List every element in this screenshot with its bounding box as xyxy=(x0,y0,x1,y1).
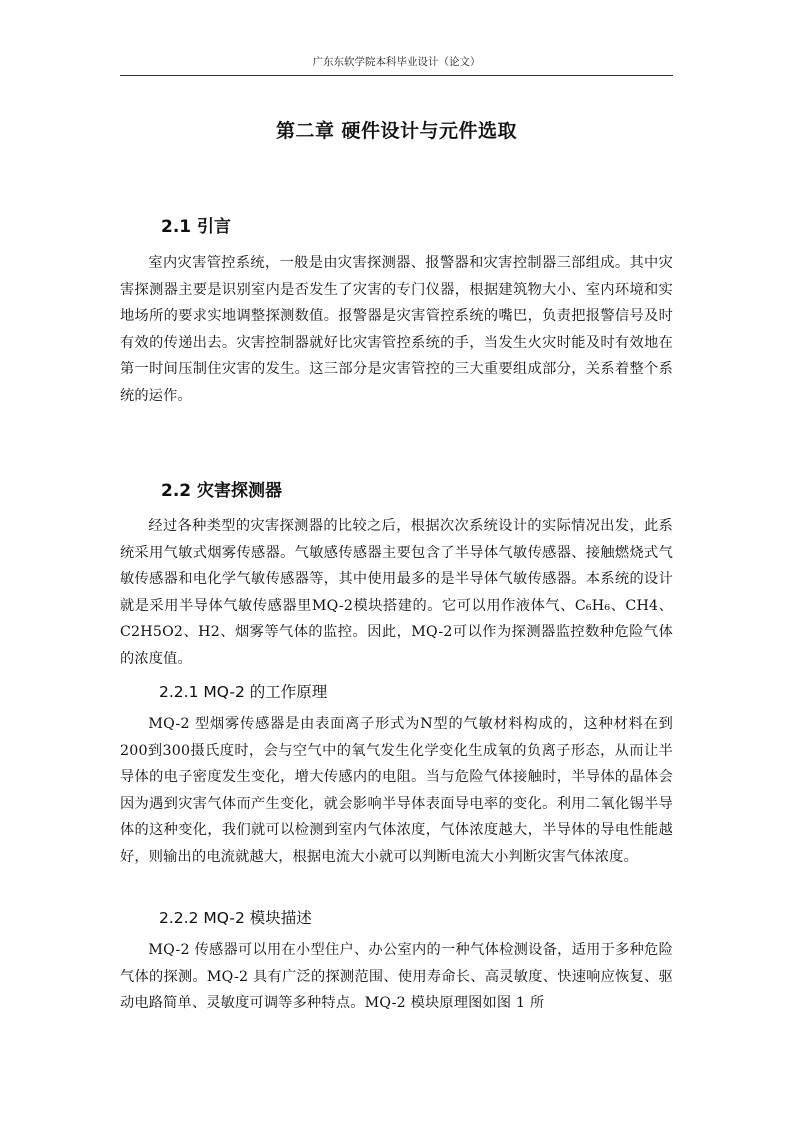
section-heading-2-1: 2.1 引言 xyxy=(161,217,232,237)
section-heading-2-2-1: 2.2.1 MQ-2 的工作原理 xyxy=(159,683,328,701)
section-heading-2-2: 2.2 灾害探测器 xyxy=(161,481,283,501)
section-heading-2-2-2: 2.2.2 MQ-2 模块描述 xyxy=(159,909,312,927)
paragraph-2-2-1: MQ-2 型烟雾传感器是由表面离子形式为N型的气敏材料构成的，这种材料在到200到300摄氏度时，会与空气中的氧气发生化学变化生成氧的负离子形态，从而让半导体的电子密度发生变化，增大传感内的电阻。当与危险气体接触时，半导体的晶体会因为遇到灾害气体而产生变化，就会影响半导体表面导电率的变化。利用二氧化锡半导体的这种变化，我们就可以检测到室内气体浓度，气体浓度越大，半导体的导电性能越好，则输出的电流就越大，根据电流大小就可以判断电流大小判断灾害气体浓度。 xyxy=(120,716,673,865)
header-divider xyxy=(120,75,673,76)
chapter-title: 第二章 硬件设计与元件选取 xyxy=(275,120,518,142)
page-header: 广东东软学院本科毕业设计（论文） xyxy=(312,56,481,68)
paragraph-2-2-2: MQ-2 传感器可以用在小型住户、办公室内的一种气体检测设备，适用于多种危险气体的探测。MQ-2 具有广泛的探测范围、使用寿命长、高灵敏度、快速响应恢复、驱动电路简单、灵敏度可调等多种特点。MQ-2 模块原理图如图 1 所 xyxy=(120,942,673,1011)
paragraph-2-1: 室内灾害管控系统，一般是由灾害探测器、报警器和灾害控制器三部组成。其中灾害探测器主要是识别室内是否发生了灾害的专门仪器，根据建筑物大小、室内环境和实地场所的要求实地调整探测数值。报警器是灾害管控系统的嘴巴，负责把报警信号及时有效的传递出去。灾害控制器就好比灾害管控系统的手，当发生火灾时能及时有效地在第一时间压制住灾害的发生。这三部分是灾害管控的三大重要组成部分，关系着整个系统的运作。 xyxy=(120,255,673,404)
paragraph-2-2: 经过各种类型的灾害探测器的比较之后，根据次次系统设计的实际情况出发，此系统采用气敏式烟雾传感器。气敏感传感器主要包含了半导体气敏传感器、接触燃烧式气敏传感器和电化学气敏传感器等，其中使用最多的是半导体气敏传感器。本系统的设计就是采用半导体气敏传感器里MQ-2模块搭建的。它可以用作液体气、C₆H₆、CH4、C2H5O2、H2、烟雾等气体的监控。因此，MQ-2可以作为探测器监控数种危险气体的浓度值。 xyxy=(120,518,673,667)
